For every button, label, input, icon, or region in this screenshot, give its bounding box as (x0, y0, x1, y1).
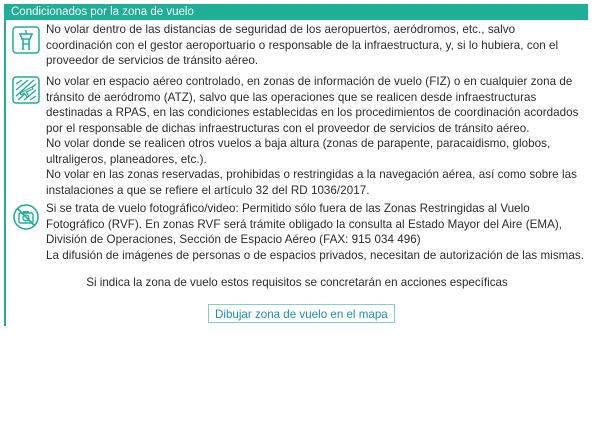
section-paragraph: No volar dentro de las distancias de seguridad de los aeropuertos, aeródromos, etc., salvo coordinación con el gestor aeroportuario o responsable de la infraestructura, y, si lo hubiera, con el proveedor de servicios de tránsito aéreo. (46, 23, 559, 67)
draw-flight-zone-button[interactable]: Dibujar zona de vuelo en el mapa (208, 304, 395, 323)
section-photo-video-text (46, 201, 584, 263)
panel-header: Condicionados por la zona de vuelo (6, 4, 588, 20)
airport-tower-icon (12, 26, 40, 54)
no-camera-icon (12, 203, 40, 231)
flight-zone-conditions-panel (4, 4, 588, 326)
section-airspace-text (46, 74, 584, 198)
section-paragraph: No volar en espacio aéreo controlado, en zonas de información de vuelo (FIZ) o en cualquier zona de tránsito de aeródromo (ATZ), salvo que las operaciones que se realicen desde infraestructuras destinadas a RPAS, en las condiciones establecidas en los procedimientos de coordinación acordados por el responsable de dichas infraestructuras con el proveedor de servicios de tránsito aéreo. (46, 75, 579, 135)
restricted-airspace-icon (12, 76, 40, 104)
section-photo-video (6, 199, 588, 265)
specific-actions-note: Si indica la zona de vuelo estos requisitos se concretarán en acciones específicas (86, 276, 508, 289)
section-paragraph: La difusión de imágenes de personas o de espacios privados, necesitan de autorización de las mismas. (46, 248, 584, 262)
section-airspace (6, 72, 588, 197)
section-airports-text (46, 22, 584, 69)
section-paragraph: Si se trata de vuelo fotográfico/video: Permitido sólo fuera de las Zonas Restringidas al Vuelo Fotográfico (RVF). En zonas RVF será trámite obligado la consulta al Estado Mayor del Aire (EMA), División de Operaciones, Sección de Espacio Aéreo (FAX: 915 034 496) (46, 202, 563, 246)
section-airports (6, 20, 588, 68)
section-paragraph: No volar en las zonas reservadas, prohibidas o restringidas a la navegación aérea, así como sobre las instalaciones a que se refiere el artículo 32 del RD 1036/2017. (46, 168, 577, 197)
section-paragraph: No volar donde se realicen otros vuelos a baja altura (zonas de parapente, paracaidismo, globos, ultraligeros, planeadores, etc.). (46, 137, 551, 166)
